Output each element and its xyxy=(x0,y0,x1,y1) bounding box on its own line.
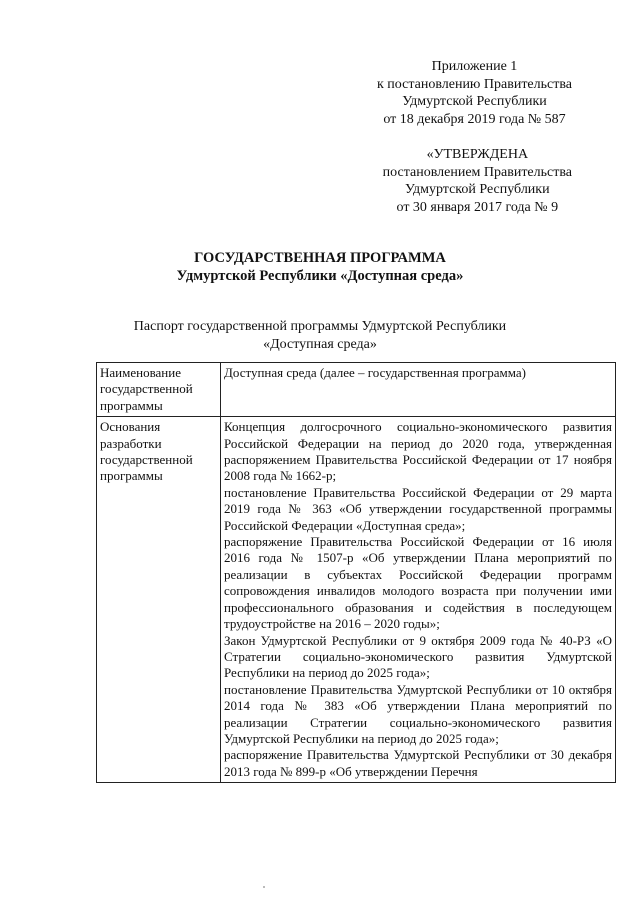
approval-line: постановлением Правительства xyxy=(382,164,572,180)
row-paragraph: Закон Удмуртской Республики от 9 октября 2009 года № 40-РЗ «О Стратегии социально-экономического развития Удмуртской Республики на период до 2025 года»; xyxy=(224,632,612,681)
passport-table xyxy=(96,362,616,783)
row-paragraph: постановление Правительства Удмуртской Республики от 10 октября 2014 года № 383 «Об утверждении Плана мероприятий по реализации Стратегии социально-экономического развития Удмуртской Республики на период до 2025 года»; xyxy=(224,681,612,746)
page-bottom-margin xyxy=(0,842,640,905)
row-value xyxy=(221,363,616,417)
approval-line: от 30 января 2017 года № 9 xyxy=(396,199,559,215)
row-label: Наименование государственной программы xyxy=(97,363,221,417)
passport-line: «Доступная среда» xyxy=(263,337,377,352)
appendix-line: к постановлению Правительства xyxy=(376,76,572,92)
passport-line: Паспорт государственной программы Удмуртской Республики xyxy=(133,319,507,334)
table-row xyxy=(97,417,616,783)
table-row xyxy=(97,363,616,417)
row-label: Основания разработки государственной программы xyxy=(97,417,221,783)
row-paragraph: распоряжение Правительства Российской Федерации от 16 июля 2016 года № 1507-р «Об утверждении Плана мероприятий по реализации в субъектах Российской Федерации программ сопровождения инвалидов молодого возраста при получении ими профессионального образования и содействия в последующем трудоустройстве на 2016 – 2020 годы»; xyxy=(224,534,612,632)
row-paragraph: постановление Правительства Российской Федерации от 29 марта 2019 года № 363 «Об утверждении государственной программы Российской Федерации «Доступная среда»; xyxy=(224,484,612,533)
appendix-block xyxy=(377,58,572,128)
appendix-line: Приложение 1 xyxy=(431,59,518,74)
row-paragraph: распоряжение Правительства Удмуртской Республики от 30 декабря 2013 года № 899-р «Об утверждении Перечня xyxy=(224,747,612,779)
passport-heading xyxy=(0,318,640,354)
approval-block xyxy=(383,146,572,216)
row-value xyxy=(221,417,616,783)
row-paragraph: Концепция долгосрочного социально-экономического развития Российской Федерации на период до 2020 года, утвержденная распоряжением Правительства Российской Федерации от 17 ноября 2008 года № 1662-р; xyxy=(224,419,612,484)
row-paragraph: Доступная среда (далее – государственная программа) xyxy=(224,365,526,380)
scan-speck xyxy=(263,886,265,888)
appendix-line: от 18 декабря 2019 года № 587 xyxy=(383,111,566,127)
approval-line: «УТВЕРЖДЕНА xyxy=(426,147,529,162)
title-line: ГОСУДАРСТВЕННАЯ ПРОГРАММА xyxy=(194,250,446,266)
title-line: Удмуртской Республики «Доступная среда» xyxy=(176,268,464,284)
appendix-line: Удмуртской Республики xyxy=(402,94,547,109)
approval-line: Удмуртской Республики xyxy=(405,182,550,197)
document-title xyxy=(0,249,640,285)
